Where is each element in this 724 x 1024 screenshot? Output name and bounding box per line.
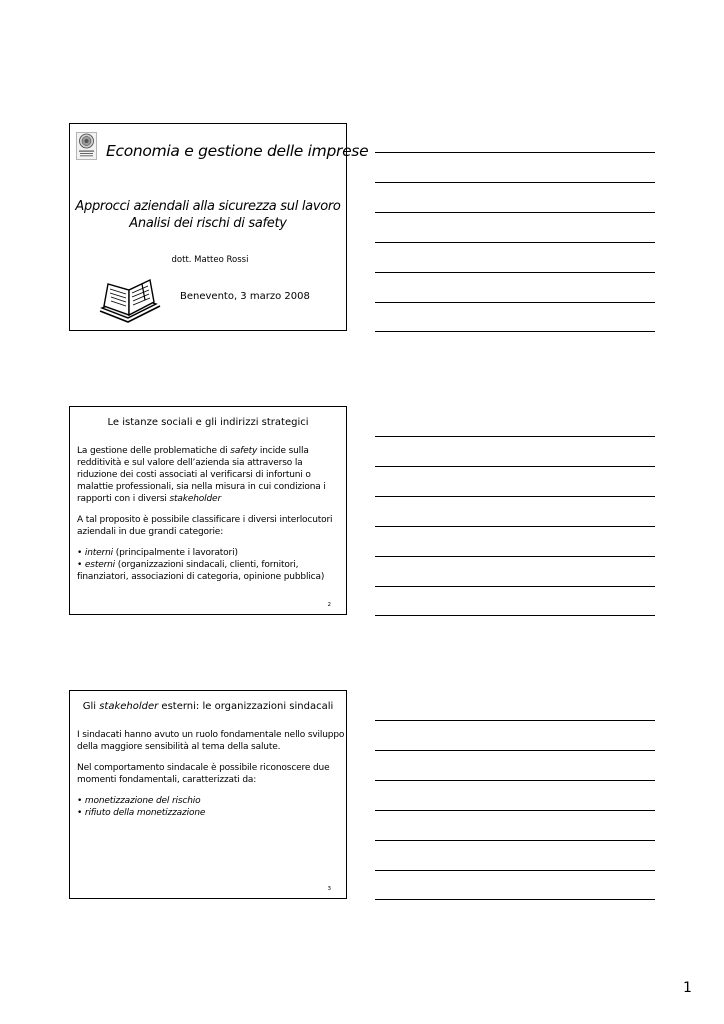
note-line bbox=[375, 152, 655, 153]
slide-1 bbox=[69, 123, 369, 331]
note-line bbox=[375, 272, 655, 273]
slide-3-body bbox=[77, 729, 345, 819]
list-text: monetizzazione del rischio bbox=[84, 796, 201, 806]
note-line bbox=[375, 302, 655, 303]
list-item bbox=[77, 795, 345, 807]
slide-2 bbox=[69, 406, 347, 615]
slide-2-title: Le istanze sociali e gli indirizzi strategici bbox=[107, 417, 309, 428]
note-line bbox=[375, 870, 655, 871]
text: incide sulla redditività e sul valore dell’azienda sia attraverso la riduzione dei costi associati al verificarsi di infortuni o malattie professionali, sia nella misura in cui condiziona i rapporti con i diversi bbox=[77, 446, 326, 504]
list-item bbox=[77, 547, 345, 559]
slide-2-body bbox=[77, 445, 345, 583]
text: Gli bbox=[82, 701, 100, 712]
slide-1-subtitle-line-1: Approcci aziendali alla sicurezza sul lavoro bbox=[75, 199, 341, 214]
open-book-icon bbox=[98, 278, 162, 324]
note-line bbox=[375, 466, 655, 467]
note-line bbox=[375, 526, 655, 527]
note-line bbox=[375, 436, 655, 437]
note-line bbox=[375, 182, 655, 183]
slide-3-paragraph-2: Nel comportamento sindacale è possibile riconoscere due momenti fondamentali, caratterizzati da: bbox=[77, 763, 330, 785]
list-term: esterni bbox=[84, 560, 116, 570]
slide-2-paragraph-2: A tal proposito è possibile classificare i diversi interlocutori aziendali in due grandi categorie: bbox=[77, 515, 333, 537]
text: esterni: le organizzazioni sindacali bbox=[158, 701, 334, 712]
slide-2-paragraph-1 bbox=[77, 445, 345, 505]
slide-3-paragraph-1: I sindacati hanno avuto un ruolo fondamentale nello sviluppo della maggiore sensibilità al tema della salute. bbox=[77, 730, 345, 752]
slide-3 bbox=[69, 690, 347, 899]
list-term: interni bbox=[84, 548, 114, 558]
slide-1-author: dott. Matteo Rossi bbox=[171, 255, 249, 265]
slide-1-title: Economia e gestione delle imprese bbox=[106, 142, 369, 160]
note-line bbox=[375, 840, 655, 841]
bullet: • bbox=[77, 548, 83, 558]
note-line bbox=[375, 556, 655, 557]
list-text: rifiuto della monetizzazione bbox=[84, 808, 206, 818]
bullet: • bbox=[77, 796, 83, 806]
note-line bbox=[375, 242, 655, 243]
emphasis: stakeholder bbox=[99, 701, 159, 712]
note-line bbox=[375, 615, 655, 616]
slide-1-place-date: Benevento, 3 marzo 2008 bbox=[180, 291, 310, 302]
note-line bbox=[375, 750, 655, 751]
text: La gestione delle problematiche di bbox=[77, 446, 231, 456]
list-text: (principalmente i lavoratori) bbox=[113, 548, 238, 558]
note-line bbox=[375, 586, 655, 587]
slide-3-title bbox=[70, 701, 346, 712]
list-item bbox=[77, 559, 345, 583]
note-line bbox=[375, 496, 655, 497]
note-line bbox=[375, 780, 655, 781]
note-line bbox=[375, 331, 655, 332]
page-number: 1 bbox=[683, 980, 692, 996]
note-line bbox=[375, 212, 655, 213]
list-item bbox=[77, 807, 345, 819]
university-seal-icon bbox=[76, 132, 97, 160]
note-line bbox=[375, 810, 655, 811]
slide-1-subtitle-line-2: Analisi dei rischi di safety bbox=[129, 216, 287, 231]
emphasis: safety bbox=[230, 446, 258, 456]
bullet: • bbox=[77, 560, 83, 570]
slide-1-subtitle bbox=[70, 198, 346, 232]
note-line bbox=[375, 899, 655, 900]
bullet: • bbox=[77, 808, 83, 818]
slide-number: 3 bbox=[327, 886, 331, 892]
list-text: (organizzazioni sindacali, clienti, fornitori, finanziatori, associazioni di categoria, opinione pubblica) bbox=[77, 560, 325, 582]
emphasis: stakeholder bbox=[169, 494, 221, 504]
note-line bbox=[375, 720, 655, 721]
slide-number: 2 bbox=[327, 602, 331, 608]
